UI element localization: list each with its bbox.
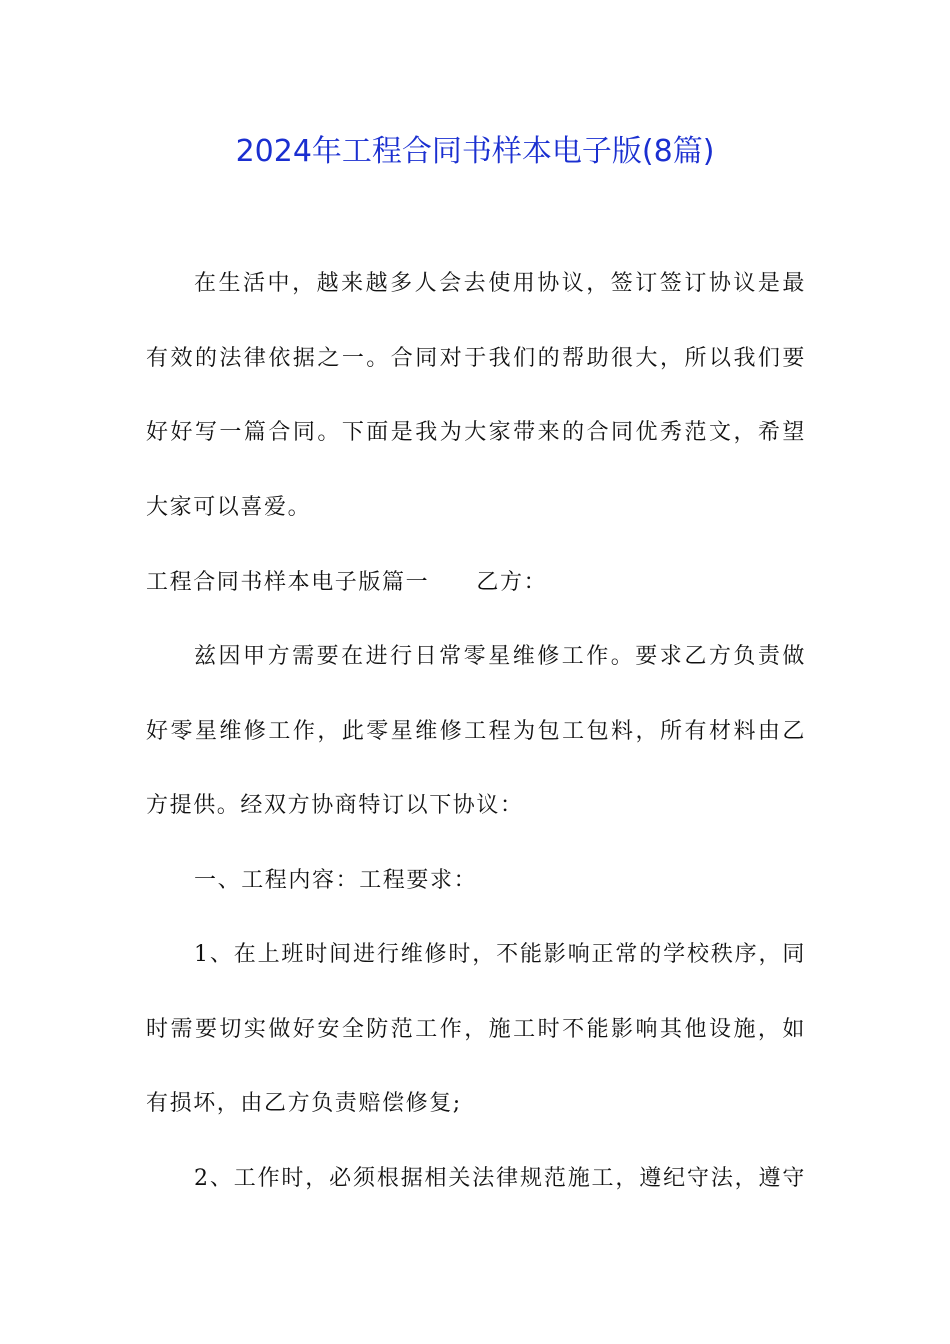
- item1-line-1: 1、在上班时间进行维修时，不能影响正常的学校秩序，同: [194, 942, 806, 967]
- item1-line-2: 时需要切实做好安全防范工作，施工时不能影响其他设施，如: [146, 1017, 806, 1042]
- intro-line-1: 在生活中，越来越多人会去使用协议，签订签订协议是最: [194, 271, 806, 296]
- document-title: 2024年工程合同书样本电子版(8篇): [235, 134, 715, 169]
- item1-line-3: 有损坏，由乙方负责赔偿修复;: [146, 1091, 462, 1116]
- para1-line-2: 好零星维修工作，此零星维修工程为包工包料，所有材料由乙: [146, 719, 806, 744]
- para1-line-1: 兹因甲方需要在进行日常零星维修工作。要求乙方负责做: [194, 644, 806, 669]
- intro-line-2: 有效的法律依据之一。合同对于我们的帮助很大，所以我们要: [146, 346, 806, 371]
- intro-line-4: 大家可以喜爱。: [146, 495, 312, 520]
- intro-line-3: 好好写一篇合同。下面是我为大家带来的合同优秀范文，希望: [146, 420, 806, 445]
- section-heading: 工程合同书样本电子版篇一 乙方：: [146, 570, 548, 595]
- item-heading: 一、工程内容：工程要求：: [194, 868, 478, 893]
- item2-line-1: 2、工作时，必须根据相关法律规范施工，遵纪守法，遵守: [194, 1166, 806, 1191]
- para1-line-3: 方提供。经双方协商特订以下协议：: [146, 793, 524, 818]
